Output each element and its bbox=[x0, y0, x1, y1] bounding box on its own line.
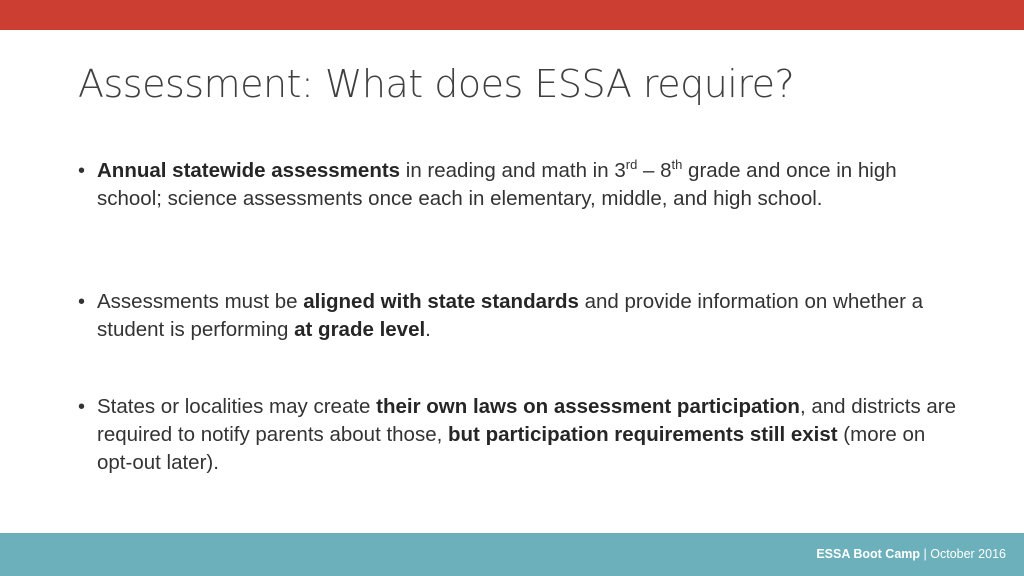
bold-phrase: Annual statewide assessments bbox=[97, 159, 401, 182]
superscript: th bbox=[671, 157, 683, 172]
bullet-text bbox=[97, 288, 958, 344]
bullet-marker: • bbox=[78, 291, 86, 313]
top-accent-bar bbox=[0, 0, 1024, 30]
footer-separator: | bbox=[920, 547, 931, 561]
text-run: Assessments must be bbox=[97, 290, 304, 313]
bullet-text bbox=[97, 157, 958, 213]
text-run: in reading and math in 3 bbox=[400, 159, 626, 182]
bullet-item-participation-laws bbox=[78, 393, 958, 477]
text-run: – 8 bbox=[637, 159, 672, 182]
footer-bar bbox=[0, 533, 1024, 576]
bold-phrase: aligned with state standards bbox=[303, 290, 579, 313]
bullet-item-annual-assessments bbox=[78, 157, 958, 213]
bullet-marker: • bbox=[78, 160, 86, 182]
bold-phrase: their own laws on assessment participation bbox=[376, 395, 800, 418]
text-run: , and districts are required to notify parents about those, bbox=[97, 395, 957, 446]
text-run: and provide information on whether a student is performing bbox=[97, 290, 924, 341]
bullet-item-aligned-standards bbox=[78, 288, 958, 344]
bold-phrase: at grade level bbox=[294, 318, 426, 341]
bold-phrase: but participation requirements still exist bbox=[448, 423, 838, 446]
text-run: grade and once in high school; science assessments once each in elementary, middle, and high school. bbox=[97, 159, 897, 210]
superscript: rd bbox=[625, 157, 638, 172]
bullet-text bbox=[97, 393, 958, 477]
footer-event: ESSA Boot Camp bbox=[816, 547, 921, 561]
text-run: . bbox=[425, 318, 431, 341]
text-run: (more on opt-out later). bbox=[97, 423, 926, 474]
footer-text bbox=[816, 545, 1006, 563]
text-run: States or localities may create bbox=[97, 395, 377, 418]
bullet-marker: • bbox=[78, 396, 86, 418]
slide-title: Assessment: What does ESSA require? bbox=[78, 62, 795, 106]
footer-date: October 2016 bbox=[930, 547, 1006, 561]
